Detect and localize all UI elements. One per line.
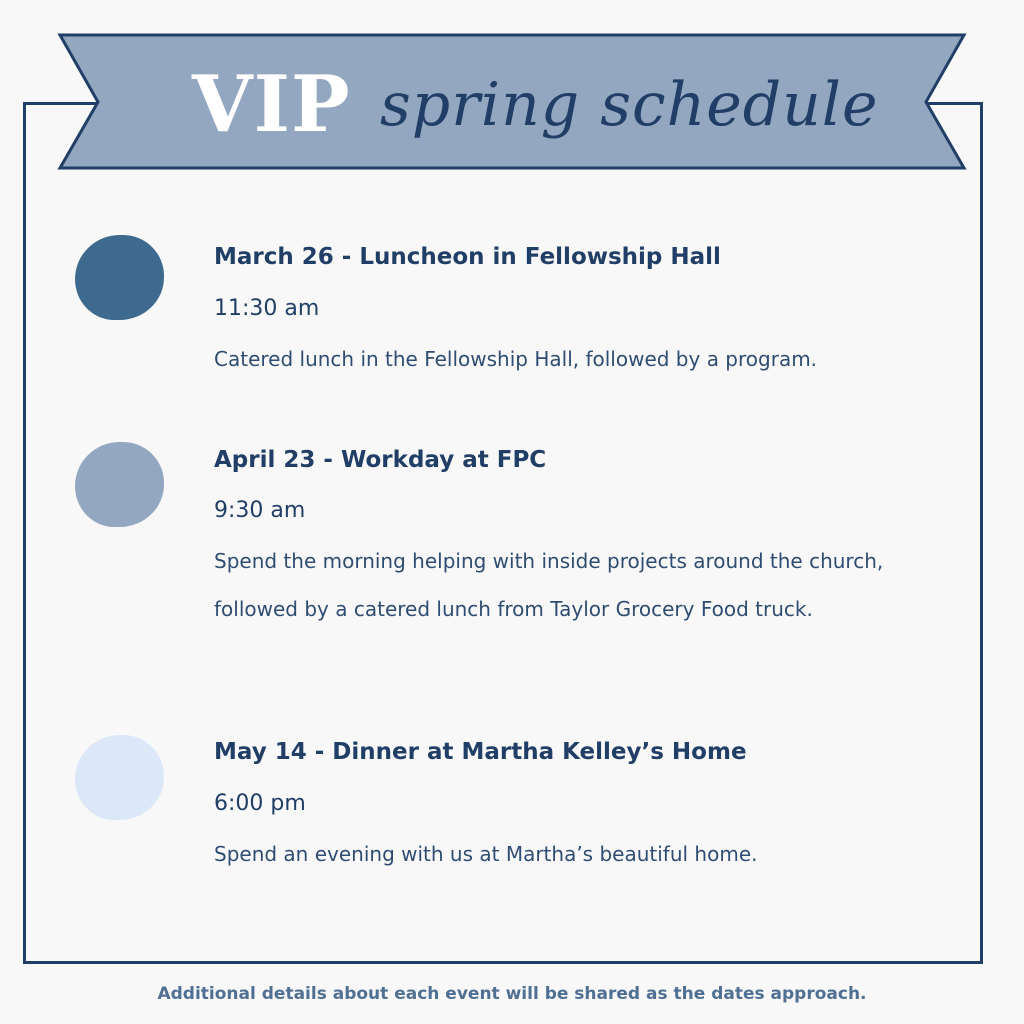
footer-note: Additional details about each event will be shared as the dates approach. <box>157 984 867 1004</box>
medium-blue-dot-icon <box>75 442 164 527</box>
event-time: 9:30 am <box>214 498 306 523</box>
event-title: April 23 - Workday at FPC <box>214 447 547 473</box>
event-time: 11:30 am <box>214 296 320 321</box>
light-blue-dot-icon <box>75 735 164 820</box>
title-vip: VIP <box>192 59 351 150</box>
event-title: May 14 - Dinner at Martha Kelley’s Home <box>214 739 747 765</box>
event-description: Catered lunch in the Fellowship Hall, followed by a program. <box>214 347 818 371</box>
event-time: 6:00 pm <box>214 791 306 816</box>
event-description: Spend the morning helping with inside projects around the church, followed by a catered lunch from Taylor Grocery Food truck. <box>214 549 884 621</box>
event-title: March 26 - Luncheon in Fellowship Hall <box>214 244 721 270</box>
title-spring-schedule: spring schedule <box>380 70 879 140</box>
dark-blue-dot-icon <box>75 235 164 320</box>
event-description: Spend an evening with us at Martha’s beautiful home. <box>214 842 758 866</box>
